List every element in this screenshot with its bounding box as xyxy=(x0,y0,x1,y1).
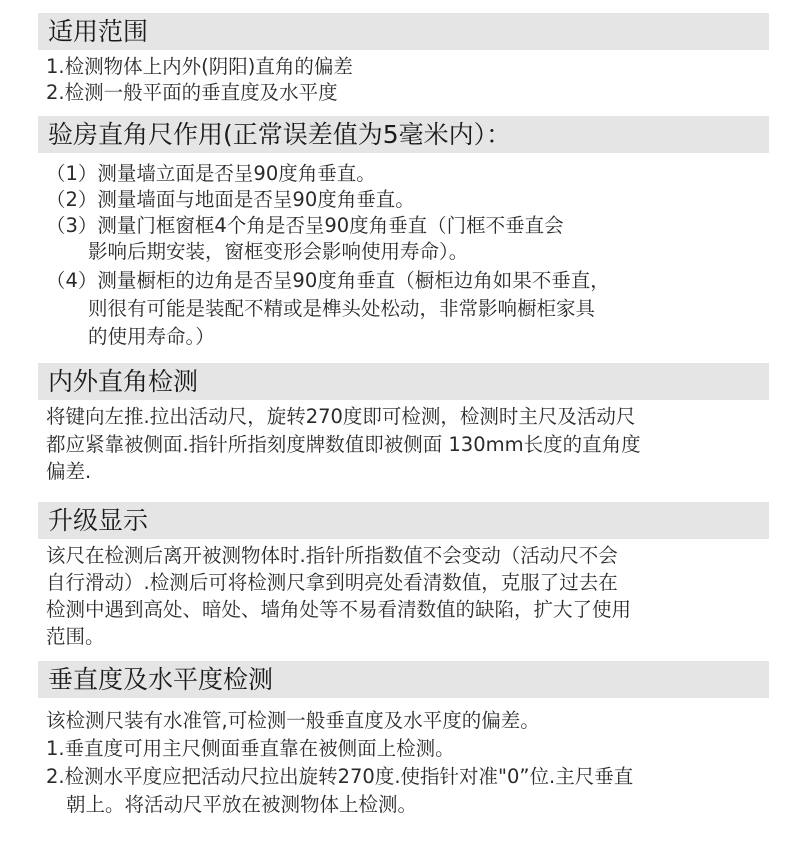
function-line-5: （4）测量橱柜的边角是否呈90度角垂直（橱柜边角如果不垂直， xyxy=(46,269,610,292)
level-line-1: 该检测尺装有水准管,可检测一般垂直度及水平度的偏差。 xyxy=(46,709,540,732)
section-title-scope: 适用范围 xyxy=(38,13,769,50)
inner-outer-line-1: 将键向左推.拉出活动尺，旋转270度即可检测，检测时主尺及活动尺 xyxy=(46,405,636,428)
upgrade-line-2: 自行滑动）.检测后可将检测尺拿到明亮处看清数值，克服了过去在 xyxy=(46,571,618,594)
section-title-level: 垂直度及水平度检测 xyxy=(38,661,769,698)
function-line-1: （1）测量墙立面是否呈90度角垂直。 xyxy=(46,162,376,185)
inner-outer-line-2: 都应紧靠被侧面.指针所指刻度牌数值即被侧面 130mm长度的直角度 xyxy=(46,433,641,456)
scope-line-2: 2.检测一般平面的垂直度及水平度 xyxy=(46,81,338,104)
function-line-3: （3）测量门框窗框4个角是否呈90度角垂直（门框不垂直会 xyxy=(46,214,564,237)
section-title-function: 验房直角尺作用(正常误差值为5毫米内）： xyxy=(38,116,769,153)
function-line-2: （2）测量墙面与地面是否呈90度角垂直。 xyxy=(46,188,415,211)
section-title-upgrade: 升级显示 xyxy=(38,502,769,539)
level-line-2: 1.垂直度可用主尺侧面垂直靠在被侧面上检测。 xyxy=(46,737,455,760)
upgrade-line-1: 该尺在检测后离开被测物体时.指针所指数值不会变动（活动尺不会 xyxy=(46,544,618,567)
function-line-7: 的使用寿命。） xyxy=(88,325,215,348)
function-line-4: 影响后期安装，窗框变形会影响使用寿命）。 xyxy=(88,240,469,263)
function-line-6: 则很有可能是装配不精或是榫头处松动，非常影响橱柜家具 xyxy=(88,297,596,320)
inner-outer-line-3: 偏差. xyxy=(46,460,92,483)
section-title-inner-outer: 内外直角检测 xyxy=(38,363,769,400)
upgrade-line-4: 范围。 xyxy=(46,625,105,648)
level-line-4: 朝上。将活动尺平放在被测物体上检测。 xyxy=(66,793,418,816)
level-line-3: 2.检测水平度应把活动尺拉出旋转270度.使指针对准"0”位.主尺垂直 xyxy=(46,765,634,788)
scope-line-1: 1.检测物体上内外(阴阳)直角的偏差 xyxy=(46,55,353,78)
upgrade-line-3: 检测中遇到高处、暗处、墙角处等不易看清数值的缺陷，扩大了使用 xyxy=(46,598,632,621)
